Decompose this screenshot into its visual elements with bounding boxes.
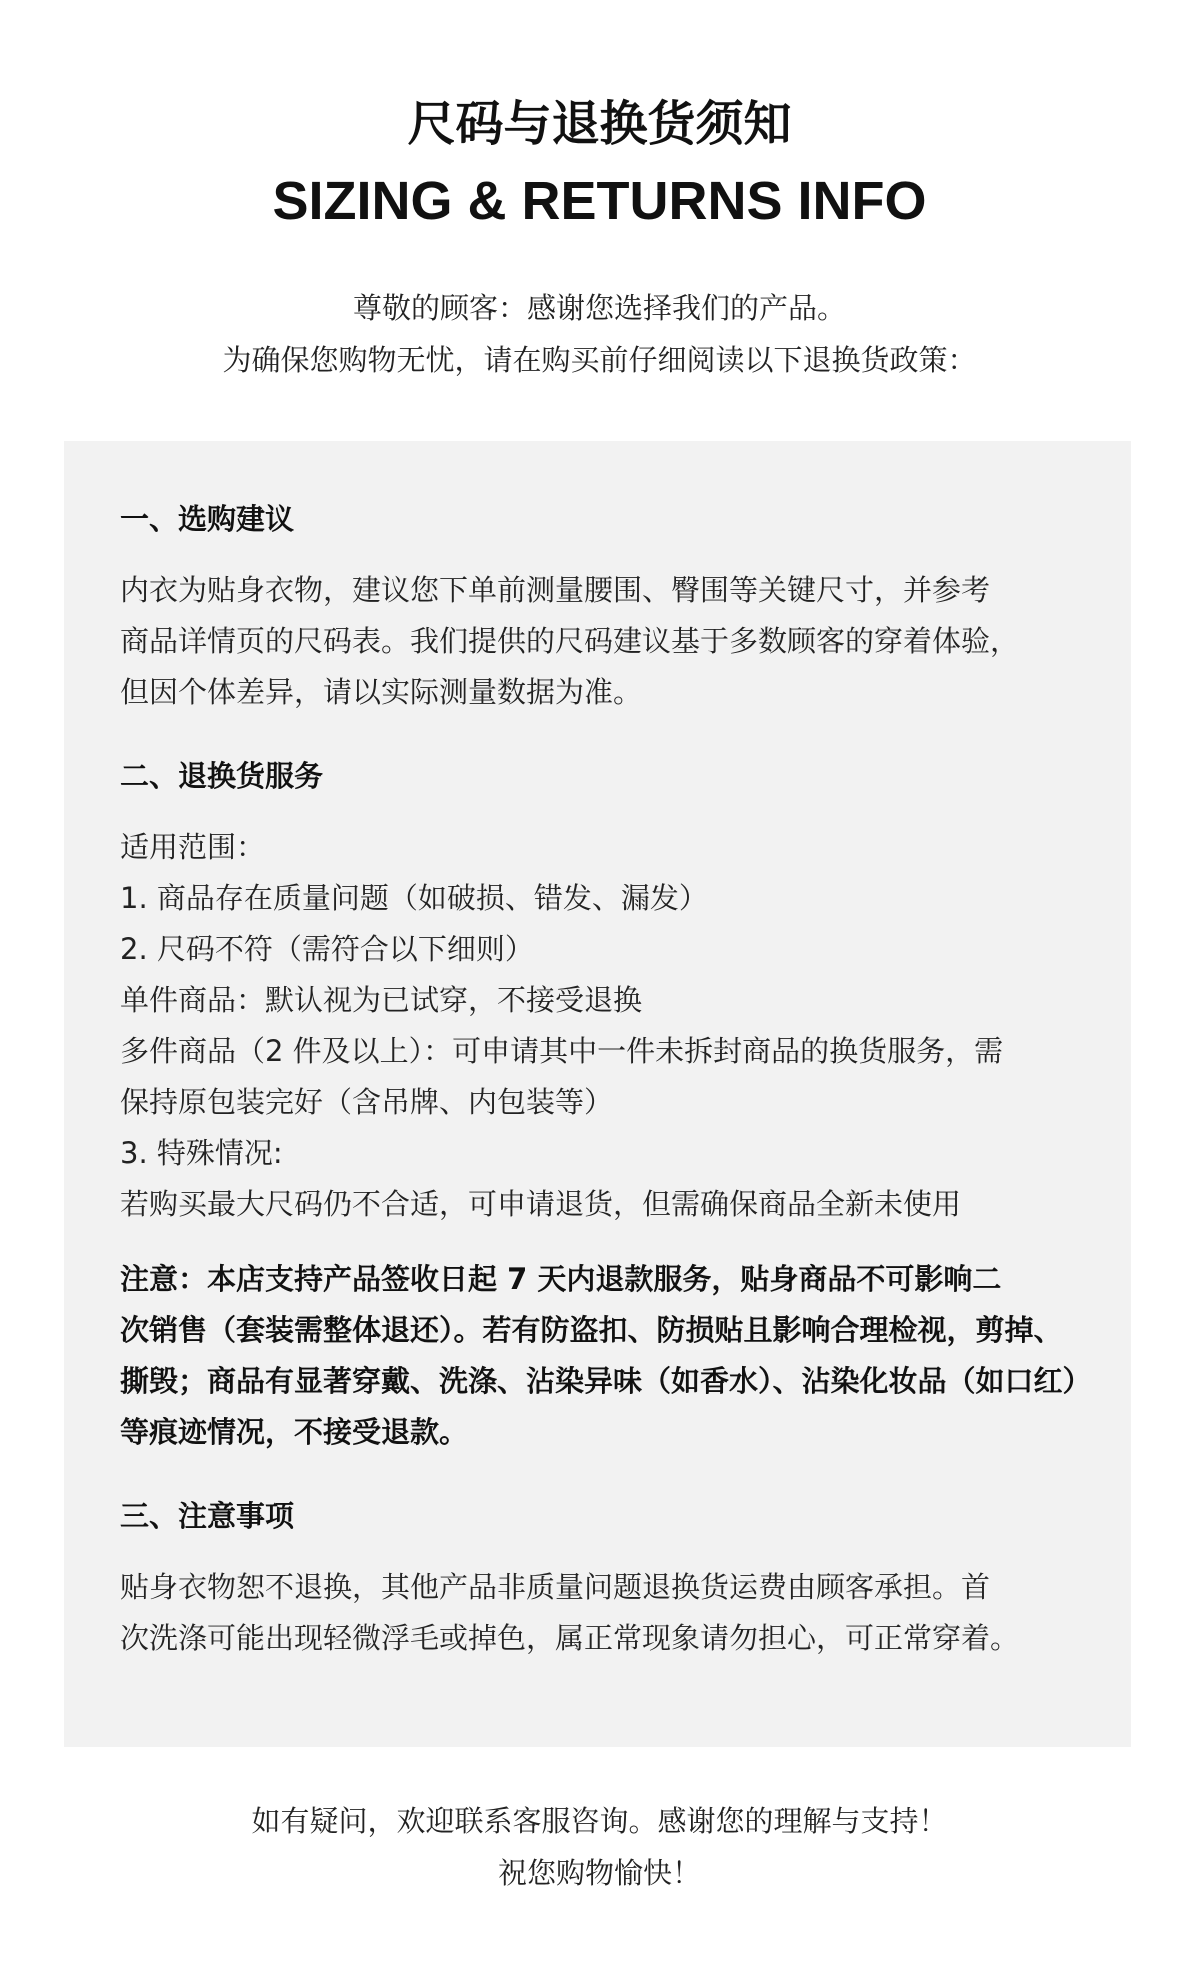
section-paragraph-returns-service — [120, 822, 1080, 1230]
notice-line: 等痕迹情况，不接受退款。 — [120, 1415, 469, 1449]
paragraph-line: 若购买最大尺码仍不合适，可申请退货，但需确保商品全新未使用 — [120, 1187, 962, 1221]
section-title-returns-service: 二、退换货服务 — [120, 759, 324, 793]
paragraph-line: 内衣为贴身衣物，建议您下单前测量腰围、臀围等关键尺寸，并参考 — [120, 573, 991, 607]
section-title-notes: 三、注意事项 — [120, 1499, 295, 1533]
footer-text — [0, 1795, 1199, 1899]
paragraph-line: 单件商品：默认视为已试穿，不接受退换 — [120, 983, 643, 1017]
paragraph-line: 适用范围： — [120, 830, 266, 864]
policy-panel — [64, 441, 1131, 1747]
paragraph-line: 商品详情页的尺码表。我们提供的尺码建议基于多数顾客的穿着体验， — [120, 624, 1020, 658]
paragraph-line: 1. 商品存在质量问题（如破损、错发、漏发） — [120, 881, 708, 915]
paragraph-line: 2. 尺码不符（需符合以下细则） — [120, 932, 534, 966]
paragraph-line: 多件商品（2 件及以上）：可申请其中一件未拆封商品的换货服务，需 — [120, 1034, 1004, 1068]
intro-text — [0, 282, 1199, 386]
refund-notice — [120, 1254, 1092, 1458]
notice-line: 注意：本店支持产品签收日起 7 天内退款服务，贴身商品不可影响二 — [120, 1262, 1002, 1296]
paragraph-line: 保持原包装完好（含吊牌、内包装等） — [120, 1085, 614, 1119]
intro-line: 为确保您购物无忧，请在购买前仔细阅读以下退换货政策： — [222, 343, 977, 377]
notice-line: 撕毁；商品有显著穿戴、洗涤、沾染异味（如香水）、沾染化妆品（如口红） — [120, 1364, 1092, 1398]
section-paragraph-notes — [120, 1562, 1080, 1664]
intro-line: 尊敬的顾客：感谢您选择我们的产品。 — [352, 291, 846, 325]
paragraph-line: 但因个体差异，请以实际测量数据为准。 — [120, 675, 643, 709]
paragraph-line: 贴身衣物恕不退换，其他产品非质量问题退换货运费由顾客承担。首 — [120, 1570, 991, 1604]
paragraph-line: 3. 特殊情况: — [120, 1136, 283, 1170]
page-title-chinese: 尺码与退换货须知 — [407, 96, 792, 152]
section-title-purchase-advice: 一、选购建议 — [120, 502, 295, 536]
notice-line: 次销售（套装需整体退还）。若有防盗扣、防损贴且影响合理检视，剪掉、 — [120, 1313, 1063, 1347]
paragraph-line: 次洗涤可能出现轻微浮毛或掉色，属正常现象请勿担心，可正常穿着。 — [120, 1621, 1020, 1655]
footer-line: 祝您购物愉快！ — [497, 1856, 701, 1890]
page-title-english: SIZING & RETURNS INFO — [272, 171, 927, 231]
section-paragraph-purchase-advice — [120, 565, 1080, 718]
policy-content — [120, 499, 1092, 1664]
footer-line: 如有疑问，欢迎联系客服咨询。感谢您的理解与支持！ — [251, 1804, 948, 1838]
